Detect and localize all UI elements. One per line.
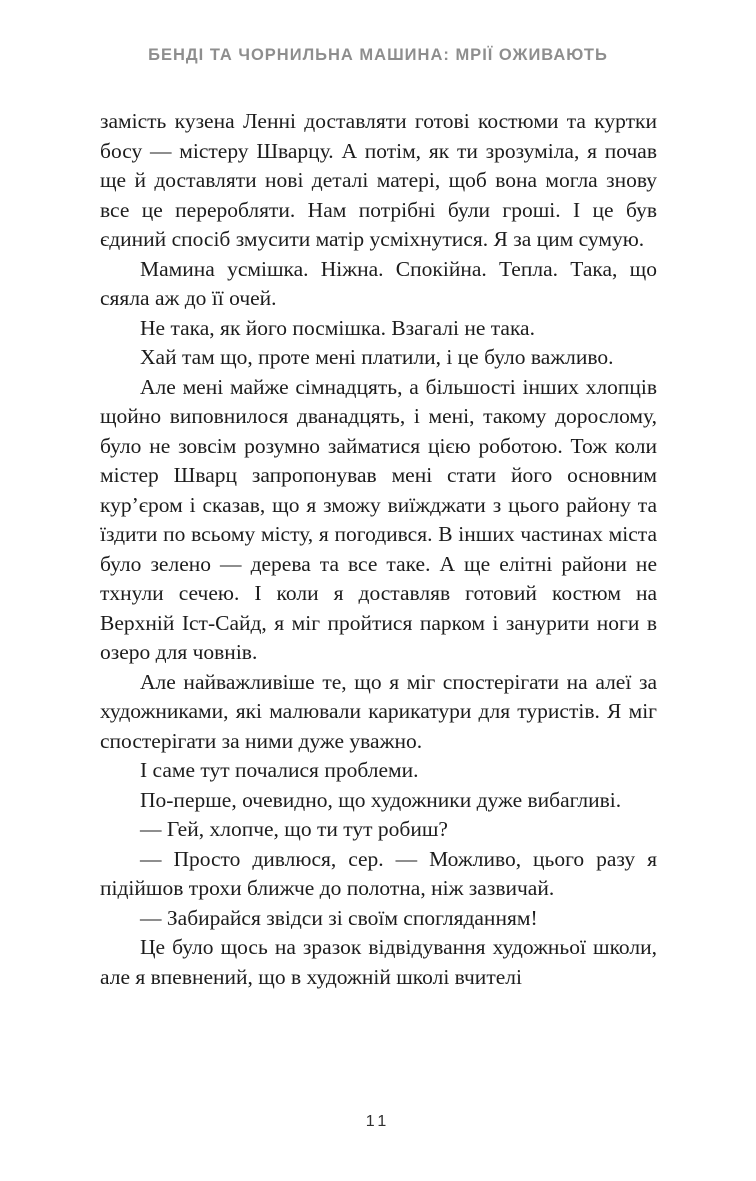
dialogue-line: — Гей, хлопче, що ти тут робиш? (140, 817, 448, 841)
paragraph: І саме тут почалися проблеми. (140, 758, 419, 782)
page-body (100, 107, 657, 992)
dialogue-line: — Просто дивлюся, сер. — Можливо, цього разу я підійшов трохи ближче до полотна, ніж зазвичай. (100, 846, 657, 900)
paragraph: Мамина усмішка. Ніжна. Спокійна. Тепла. Така, що сяяла аж до її очей. (100, 256, 657, 310)
paragraph: Це було щось на зразок відвідування художньої школи, але я впевнений, що в художній школі вчителі (100, 935, 657, 989)
paragraph: Але найважливіше те, що я міг спостерігати на алеї за художниками, які малювали карикатури для туристів. Я міг спостерігати за ними дуже уважно. (100, 669, 657, 753)
paragraph: По-перше, очевидно, що художники дуже вибагливі. (140, 787, 622, 812)
paragraph: Хай там що, проте мені платили, і це було важливо. (140, 345, 614, 369)
dialogue-line: — Забирайся звідси зі своїм спогляданням! (140, 905, 538, 930)
running-head-title: БЕНДІ ТА ЧОРНИЛЬНА МАШИНА: МРІЇ ОЖИВАЮТЬ (148, 46, 608, 64)
page-number: 11 (365, 1113, 391, 1130)
paragraph: Але мені майже сімнадцять, а більшості інших хлопців щойно виповнилося дванадцять, і мені, такому дорослому, було не зовсім розумно займатися цією роботою. Тож коли містер Шварц запропонував мені стати його основним кур’єром і сказав, що я зможу виїжджати з цього району та їздити по всьому місту, я погодився. В інших частинах міста було зелено — дерева та все таке. А ще елітні райони не тхнули сечею. І коли я доставляв готовий костюм на Верхній Іст-Сайд, я міг пройтися парком і занурити ноги в озеро для човнів. (100, 374, 657, 664)
paragraph: замість кузена Ленні доставляти готові костюми та куртки босу — містеру Шварцу. А потім, як ти зрозуміла, я почав ще й доставляти нові деталі матері, щоб вона могла знову все це переробляти. Нам потрібні були гроші. І це був єдиний спосіб змусити матір усміхнутися. Я за цим сумую. (100, 109, 657, 251)
paragraph: Не така, як його посмішка. Взагалі не така. (140, 315, 535, 340)
